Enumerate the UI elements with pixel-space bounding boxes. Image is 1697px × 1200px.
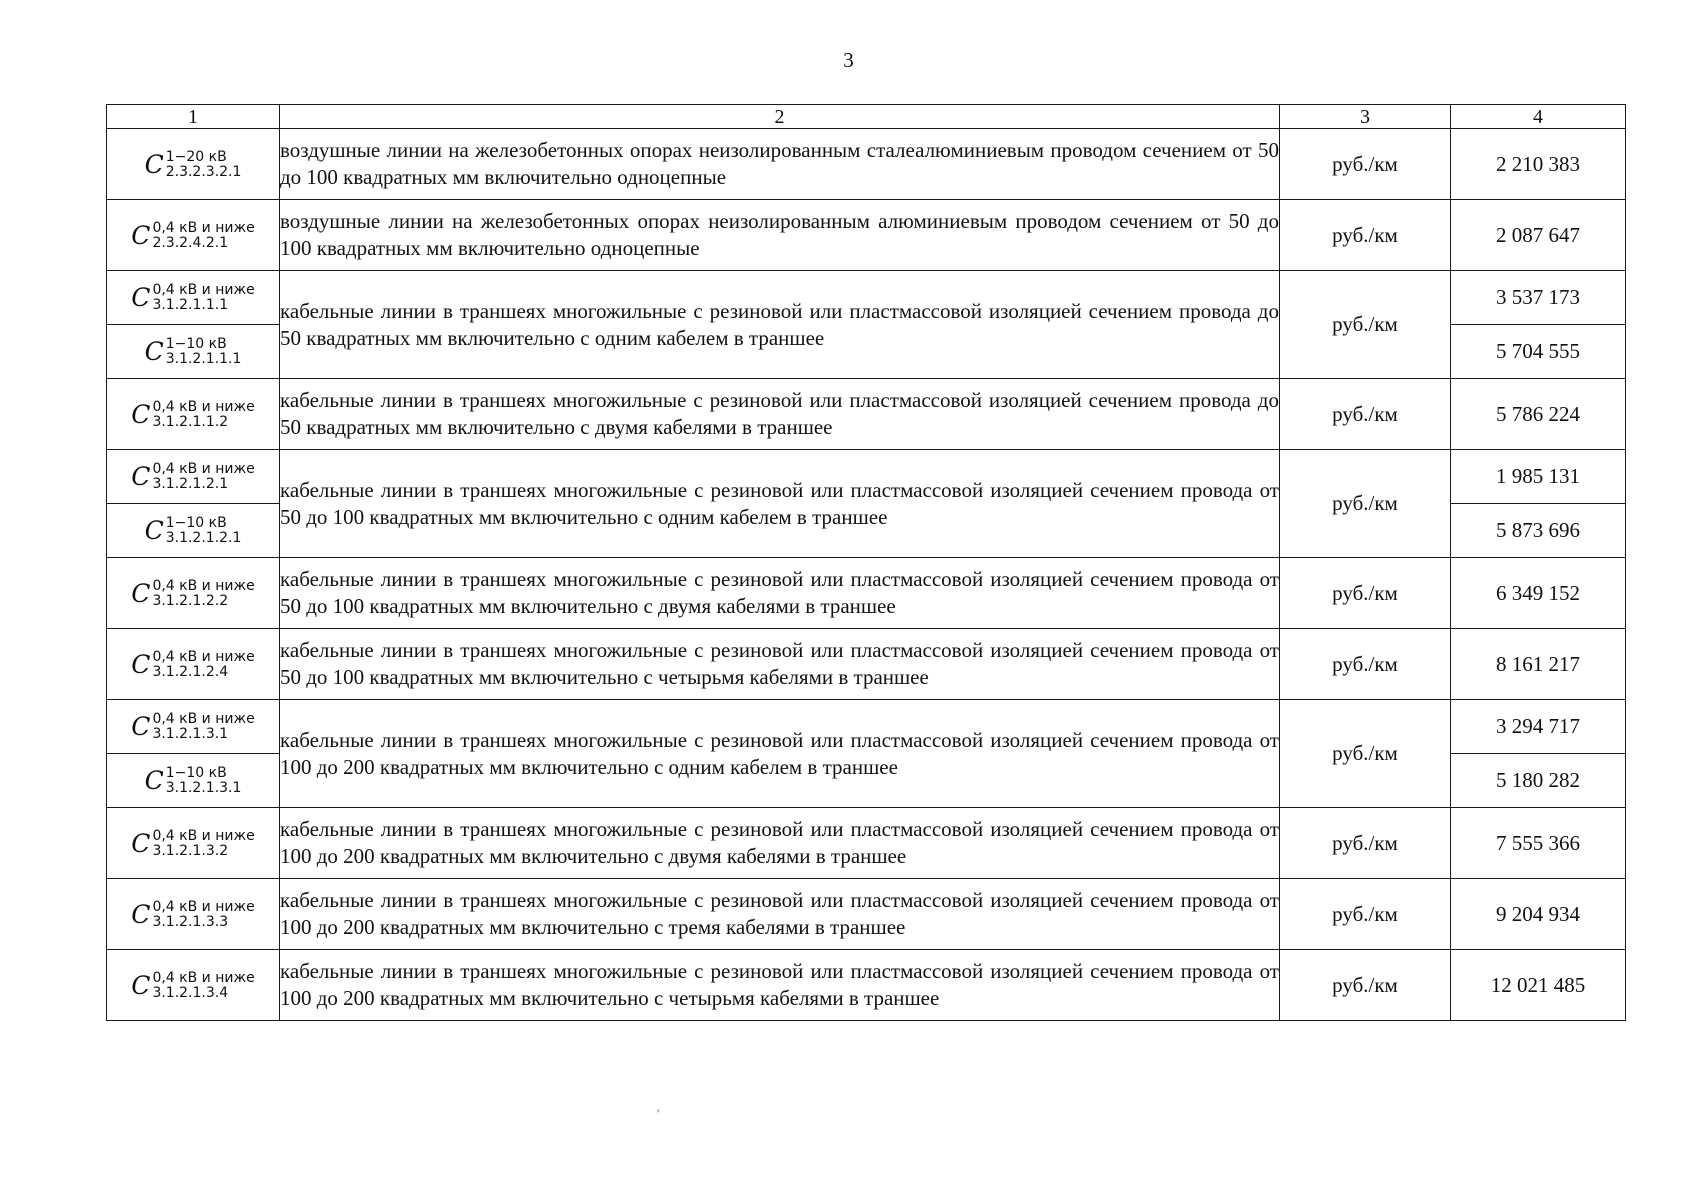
voltage-class: 0,4 кВ и ниже — [152, 898, 255, 915]
rate-value: 5 873 696 — [1451, 504, 1626, 558]
rate-symbol — [145, 516, 242, 545]
rate-code-cell — [107, 200, 280, 271]
rate-code-cell — [107, 558, 280, 629]
rate-value: 2 210 383 — [1451, 129, 1626, 200]
rate-unit: руб./км — [1280, 379, 1451, 450]
rate-code-cell — [107, 950, 280, 1021]
voltage-class: 0,4 кВ и ниже — [152, 827, 255, 844]
rate-symbol-indices — [166, 150, 242, 179]
voltage-class: 0,4 кВ и ниже — [152, 219, 255, 236]
rate-symbol — [131, 283, 254, 312]
table-row — [107, 808, 1626, 879]
rate-symbol-indices — [166, 337, 242, 366]
rate-description: воздушные линии на железобетонных опорах неизолированным алюминиевым проводом сечением от 50 до 100 квадратных мм включительно одноцепные — [280, 200, 1280, 271]
rate-symbol-indices — [152, 221, 254, 250]
rate-symbol — [131, 462, 254, 491]
rate-code: 3.1.2.1.2.4 — [152, 663, 229, 680]
rate-symbol-letter: C — [131, 578, 151, 608]
table-row — [107, 950, 1626, 1021]
rate-symbol-letter: C — [131, 899, 151, 929]
rate-code-cell — [107, 629, 280, 700]
rate-code-cell — [107, 379, 280, 450]
voltage-class: 0,4 кВ и ниже — [152, 648, 255, 665]
rate-unit: руб./км — [1280, 950, 1451, 1021]
voltage-class: 0,4 кВ и ниже — [152, 461, 255, 477]
rate-symbol-letter: C — [144, 337, 164, 366]
rate-symbol-letter: C — [131, 649, 151, 679]
rate-symbol-letter: C — [131, 399, 151, 429]
rate-symbol-indices — [152, 971, 254, 1000]
rate-description: воздушные линии на железобетонных опорах неизолированным сталеалюминиевым проводом сечением от 50 до 100 квадратных мм включительно одноцепные — [280, 129, 1280, 200]
rate-code: 3.1.2.1.2.1 — [152, 476, 229, 492]
rate-code-cell — [107, 700, 280, 754]
rate-value: 7 555 366 — [1451, 808, 1626, 879]
rate-description: кабельные линии в траншеях многожильные с резиновой или пластмассовой изоляцией сечением провода от 100 до 200 квадратных мм включительно с четырьмя кабелями в траншее — [280, 950, 1280, 1021]
rate-symbol-letter: C — [131, 970, 151, 1000]
rate-symbol-indices — [152, 900, 254, 929]
rate-symbol-indices — [166, 516, 242, 545]
rate-symbol — [131, 221, 254, 250]
voltage-class: 1−20 кВ — [165, 148, 227, 165]
rate-symbol-letter: C — [144, 766, 164, 795]
rate-unit: руб./км — [1280, 271, 1451, 379]
rate-description: кабельные линии в траншеях многожильные с резиновой или пластмассовой изоляцией сечением провода от 50 до 100 квадратных мм включительно с четырьмя кабелями в траншее — [280, 629, 1280, 700]
rate-value: 5 704 555 — [1451, 325, 1626, 379]
rate-code: 3.1.2.1.2.2 — [152, 592, 229, 609]
rate-symbol-letter: C — [144, 149, 164, 179]
rate-unit: руб./км — [1280, 808, 1451, 879]
rate-unit: руб./км — [1280, 879, 1451, 950]
rate-value: 8 161 217 — [1451, 629, 1626, 700]
rate-value: 9 204 934 — [1451, 879, 1626, 950]
rate-code-cell — [107, 271, 280, 325]
rate-symbol — [131, 971, 254, 1000]
rate-unit: руб./км — [1280, 129, 1451, 200]
rate-symbol-letter: C — [131, 462, 151, 491]
scan-speck: ’ — [656, 1106, 660, 1120]
rate-symbol-indices — [152, 462, 254, 491]
rate-symbol-letter: C — [131, 828, 151, 858]
rate-symbol — [145, 766, 242, 795]
rate-symbol-indices — [152, 650, 254, 679]
header-col-3: 3 — [1280, 105, 1451, 129]
rate-description: кабельные линии в траншеях многожильные с резиновой или пластмассовой изоляцией сечением провода от 50 до 100 квадратных мм включительно с одним кабелем в траншее — [280, 450, 1280, 558]
rate-code-cell — [107, 129, 280, 200]
rate-symbol — [131, 712, 254, 741]
rate-symbol-letter: C — [131, 283, 151, 312]
rate-code-cell — [107, 325, 280, 379]
rate-unit: руб./км — [1280, 200, 1451, 271]
voltage-class: 0,4 кВ и ниже — [152, 711, 255, 727]
rate-value: 12 021 485 — [1451, 950, 1626, 1021]
table-row — [107, 271, 1626, 325]
rate-unit: руб./км — [1280, 700, 1451, 808]
rate-code: 2.3.2.3.2.1 — [165, 163, 242, 180]
table-row — [107, 558, 1626, 629]
rate-symbol-indices — [152, 283, 254, 312]
rate-description: кабельные линии в траншеях многожильные с резиновой или пластмассовой изоляцией сечением провода от 50 до 100 квадратных мм включительно с двумя кабелями в траншее — [280, 558, 1280, 629]
rate-code: 3.1.2.1.1.2 — [152, 413, 229, 430]
rate-symbol — [131, 829, 254, 858]
rate-code: 3.1.2.1.1.1 — [152, 297, 229, 313]
rate-value: 5 180 282 — [1451, 754, 1626, 808]
rate-symbol-indices — [152, 712, 254, 741]
rate-description: кабельные линии в траншеях многожильные с резиновой или пластмассовой изоляцией сечением провода от 100 до 200 квадратных мм включительно с тремя кабелями в траншее — [280, 879, 1280, 950]
rate-code: 3.1.2.1.1.1 — [165, 351, 242, 367]
table-row — [107, 379, 1626, 450]
rate-code-cell — [107, 808, 280, 879]
rate-code: 3.1.2.1.3.2 — [152, 842, 229, 859]
rate-value: 1 985 131 — [1451, 450, 1626, 504]
table-row — [107, 450, 1626, 504]
rates-table — [106, 104, 1626, 1021]
header-col-2: 2 — [280, 105, 1280, 129]
rate-symbol — [131, 400, 254, 429]
rate-value: 3 537 173 — [1451, 271, 1626, 325]
voltage-class: 1−10 кВ — [165, 515, 227, 531]
voltage-class: 0,4 кВ и ниже — [152, 282, 255, 298]
rate-value: 3 294 717 — [1451, 700, 1626, 754]
rate-code: 3.1.2.1.3.1 — [152, 726, 229, 742]
rate-code-cell — [107, 879, 280, 950]
rate-symbol — [131, 650, 254, 679]
header-col-1: 1 — [107, 105, 280, 129]
rate-code-cell — [107, 754, 280, 808]
rate-symbol-letter: C — [144, 516, 164, 545]
rate-code: 3.1.2.1.2.1 — [165, 530, 242, 546]
rate-symbol — [131, 900, 254, 929]
rate-description: кабельные линии в траншеях многожильные с резиновой или пластмассовой изоляцией сечением провода до 50 квадратных мм включительно с одним кабелем в траншее — [280, 271, 1280, 379]
rate-symbol-indices — [152, 579, 254, 608]
rate-symbol — [145, 337, 242, 366]
rate-symbol-letter: C — [131, 712, 151, 741]
table-row — [107, 129, 1626, 200]
voltage-class: 0,4 кВ и ниже — [152, 577, 255, 594]
rate-code-cell — [107, 504, 280, 558]
rate-description: кабельные линии в траншеях многожильные с резиновой или пластмассовой изоляцией сечением провода от 100 до 200 квадратных мм включительно с двумя кабелями в траншее — [280, 808, 1280, 879]
rate-description: кабельные линии в траншеях многожильные с резиновой или пластмассовой изоляцией сечением провода до 50 квадратных мм включительно с двумя кабелями в траншее — [280, 379, 1280, 450]
table-row — [107, 700, 1626, 754]
rate-symbol-indices — [166, 766, 242, 795]
rate-code-cell — [107, 450, 280, 504]
voltage-class: 1−10 кВ — [165, 336, 227, 352]
rate-description: кабельные линии в траншеях многожильные с резиновой или пластмассовой изоляцией сечением провода от 100 до 200 квадратных мм включительно с одним кабелем в траншее — [280, 700, 1280, 808]
rate-value: 2 087 647 — [1451, 200, 1626, 271]
voltage-class: 0,4 кВ и ниже — [152, 398, 255, 415]
header-col-4: 4 — [1451, 105, 1626, 129]
rate-unit: руб./км — [1280, 558, 1451, 629]
rate-code: 2.3.2.4.2.1 — [152, 234, 229, 251]
page-number: 3 — [843, 48, 854, 72]
rate-unit: руб./км — [1280, 450, 1451, 558]
table-header-row — [107, 105, 1626, 129]
rate-code: 3.1.2.1.3.3 — [152, 913, 229, 930]
voltage-class: 1−10 кВ — [165, 765, 227, 781]
table-row — [107, 879, 1626, 950]
rate-unit: руб./км — [1280, 629, 1451, 700]
rate-symbol-indices — [152, 829, 254, 858]
rate-symbol-indices — [152, 400, 254, 429]
voltage-class: 0,4 кВ и ниже — [152, 969, 255, 986]
table-row — [107, 629, 1626, 700]
rate-symbol — [145, 150, 242, 179]
rate-symbol — [131, 579, 254, 608]
rates-table-body — [107, 105, 1626, 1021]
rate-value: 5 786 224 — [1451, 379, 1626, 450]
rate-value: 6 349 152 — [1451, 558, 1626, 629]
rate-symbol-letter: C — [131, 220, 151, 250]
table-row — [107, 200, 1626, 271]
rate-code: 3.1.2.1.3.4 — [152, 984, 229, 1001]
rate-code: 3.1.2.1.3.1 — [165, 780, 242, 796]
